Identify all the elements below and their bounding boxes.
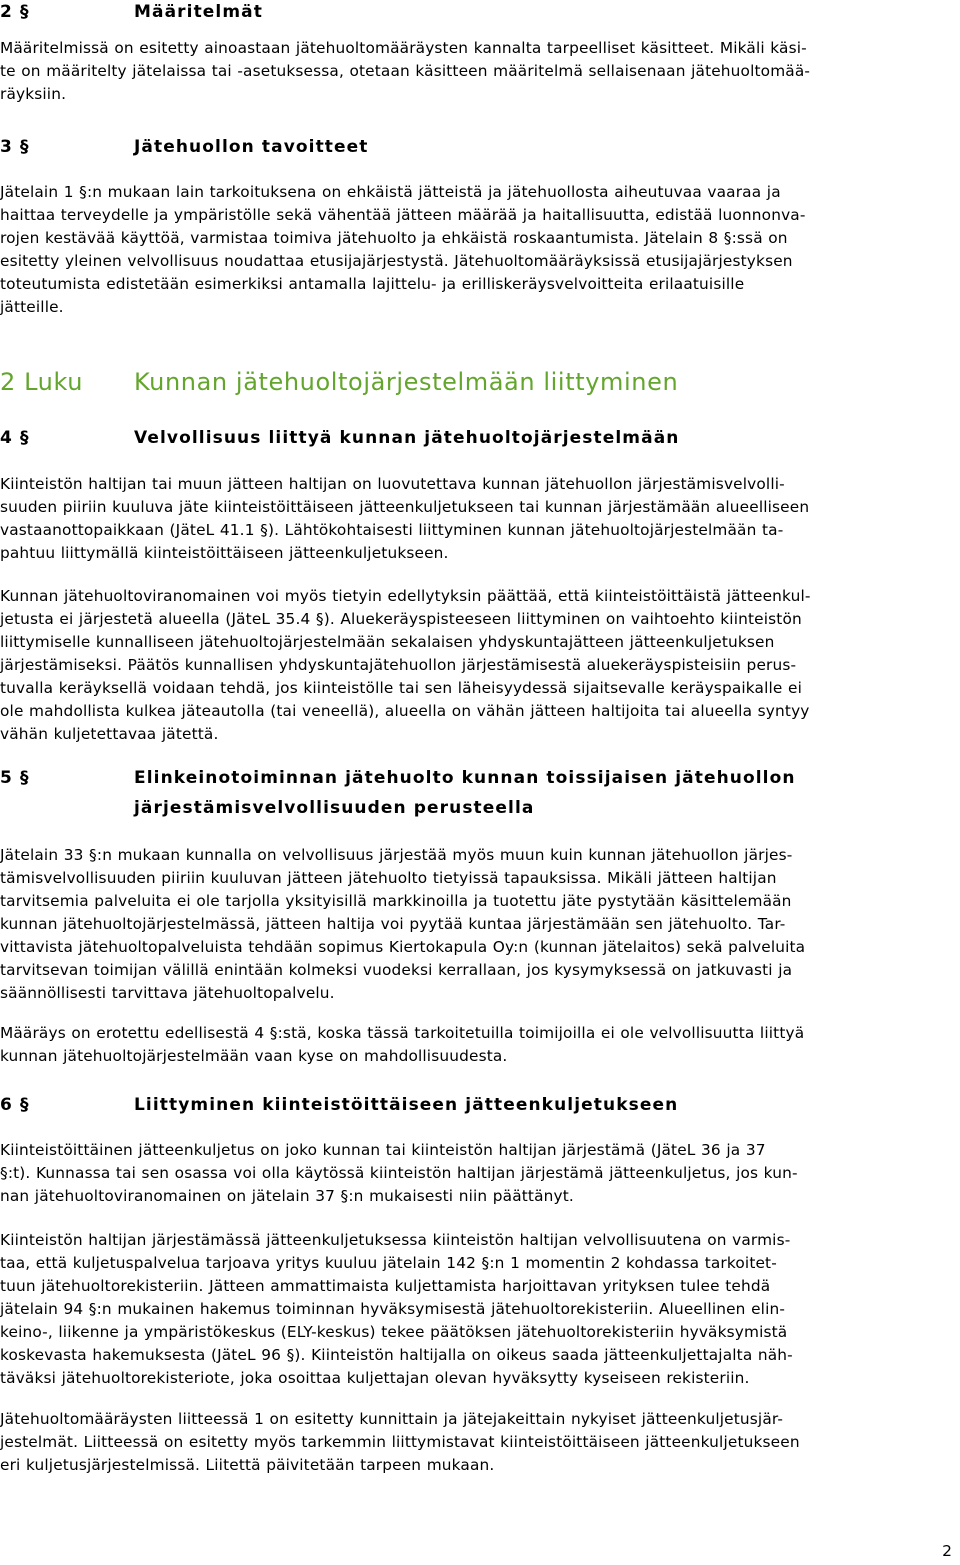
section-title-line: Elinkeinotoiminnan jätehuolto kunnan toissijaisen jätehuollon <box>134 768 796 788</box>
paragraph-line: rojen kestävää käyttöä, varmistaa toimiva jätehuolto ja ehkäistä roskaantumista. Jätelain 8 §:ssä on <box>0 229 788 247</box>
section-title-line: Velvollisuus liittyä kunnan jätehuoltojärjestelmään <box>134 428 680 448</box>
paragraph <box>0 37 960 106</box>
paragraph-line: tuun jätehuoltorekisteriin. Jätteen ammattimaista kuljettamista harjoittavan yrityksen tulee tehdä <box>0 1277 771 1295</box>
paragraph <box>0 181 960 319</box>
paragraph-line: pahtuu liittymällä kiinteistöittäiseen jätteenkuljetukseen. <box>0 544 449 562</box>
paragraph <box>0 585 960 746</box>
section-number: 3 § <box>0 137 30 157</box>
paragraph-line: Kiinteistön haltijan järjestämässä jätteenkuljetuksessa kiinteistön haltijan velvollisuutena on varmis- <box>0 1231 791 1249</box>
paragraph-line: jestelmät. Liitteessä on esitetty myös tarkemmin liittymistavat kiinteistöittäiseen jätteenkuljetukseen <box>0 1433 800 1451</box>
paragraph-line: Kiinteistön haltijan tai muun jätteen haltijan on luovutettava kunnan jätehuollon järjestämisvelvolli- <box>0 475 785 493</box>
paragraph-line: Kiinteistöittäinen jätteenkuljetus on joko kunnan tai kiinteistön haltijan järjestämä (JäteL 36 ja 37 <box>0 1141 766 1159</box>
chapter-number: 2 Luku <box>0 368 84 396</box>
paragraph <box>0 1229 960 1390</box>
paragraph <box>0 1139 960 1208</box>
paragraph-line: jätteille. <box>0 298 64 316</box>
section-title-line: Määritelmät <box>134 2 263 22</box>
paragraph-line: §:t). Kunnassa tai sen osassa voi olla käytössä kiinteistön haltijan järjestämä jätteenkuljetus, jos kun- <box>0 1164 798 1182</box>
section-number: 6 § <box>0 1095 30 1115</box>
paragraph-line: tuvalla keräyksellä voidaan tehdä, jos kiinteistölle tai sen läheisyydessä sijaitsevalle keräyspaikalle ei <box>0 679 803 697</box>
paragraph-line: Määräys on erotettu edellisestä 4 §:stä, koska tässä tarkoitetuilla toimijoilla ei ole velvollisuutta liittyä <box>0 1024 805 1042</box>
paragraph-line: vähän kuljetettavaa jätettä. <box>0 725 219 743</box>
paragraph-line: kunnan jätehuoltojärjestelmässä, jätteen haltija voi pyytää kuntaa järjestämään sen jätehuolto. Tar- <box>0 915 786 933</box>
paragraph-line: te on määritelty jätelaissa tai -asetuksessa, otetaan käsitteen määritelmä sellaisenaan jätehuoltomää- <box>0 62 811 80</box>
paragraph-line: ole mahdollista kulkea jäteautolla (tai veneellä), alueella on vähän jätteen haltijoita tai alueella syntyy <box>0 702 810 720</box>
paragraph <box>0 473 960 565</box>
section-number: 5 § <box>0 768 30 788</box>
paragraph-line: koskevasta hakemuksesta (JäteL 96 §). Kiinteistön haltijalla on oikeus saada jätteenkuljettajalta näh- <box>0 1346 793 1364</box>
paragraph-line: järjestämiseksi. Päätös kunnallisen yhdyskuntajätehuollon järjestämisestä aluekeräyspisteisiin perus- <box>0 656 797 674</box>
chapter-title: Kunnan jätehuoltojärjestelmään liittyminen <box>134 368 679 396</box>
section-title <box>134 426 679 450</box>
paragraph-line: toteutumista edistetään esimerkiksi antamalla lajittelu- ja erilliskeräysvelvoitteita erilaatuisille <box>0 275 745 293</box>
paragraph-line: jätelain 94 §:n mukainen hakemus toiminnan hyväksymisestä jätehuoltorekisteriin. Alueellinen elin- <box>0 1300 786 1318</box>
paragraph-line: Jätelain 33 §:n mukaan kunnalla on velvollisuus järjestää myös muun kuin kunnan jätehuollon järjes- <box>0 846 793 864</box>
paragraph-line: keino-, liikenne ja ympäristökeskus (ELY-keskus) tekee päätöksen jätehuoltorekisteriin hyväksymistä <box>0 1323 788 1341</box>
section-title <box>134 0 263 24</box>
section-title <box>134 766 796 820</box>
paragraph-line: tämisvelvollisuuden piiriin kuuluvan jätteen jätehuolto tietyissä tapauksissa. Mikäli jätteen haltijan <box>0 869 777 887</box>
page-number: 2 <box>942 1542 952 1560</box>
paragraph <box>0 1022 960 1068</box>
paragraph-line: liittymiselle kunnalliseen jätehuoltojärjestelmään sekalaisen yhdyskuntajätteen jätteenkuljetuksen <box>0 633 775 651</box>
section-number: 4 § <box>0 428 30 448</box>
paragraph-line: tarvitsevan toimijan välillä enintään kolmeksi vuodeksi kerrallaan, jos kysymyksessä on jatkuvasti ja <box>0 961 793 979</box>
section-title-line: Jätehuollon tavoitteet <box>134 137 369 157</box>
paragraph <box>0 844 960 1005</box>
paragraph-line: haittaa terveydelle ja ympäristölle sekä vähentää jätteen määrää ja haitallisuutta, edistää luonnonva- <box>0 206 806 224</box>
paragraph-line: Jätehuoltomääräysten liitteessä 1 on esitetty kunnittain ja jätejakeittain nykyiset jätteenkuljetusjär- <box>0 1410 784 1428</box>
section-title <box>134 1093 678 1117</box>
paragraph-line: suuden piiriin kuuluva jäte kiinteistöittäiseen jätteenkuljetukseen tai kunnan järjestämään alueelliseen <box>0 498 810 516</box>
section-title-line: järjestämisvelvollisuuden perusteella <box>134 798 535 818</box>
paragraph <box>0 1408 960 1477</box>
paragraph-line: tarvitsemia palveluita ei ole tarjolla yksityisillä markkinoilla ja tuotettu jäte pystytään käsittelemään <box>0 892 792 910</box>
section-title <box>134 135 369 159</box>
paragraph-line: jetusta ei järjestetä alueella (JäteL 35.4 §). Aluekeräyspisteeseen liittyminen on vaihtoehto kiinteistön <box>0 610 802 628</box>
paragraph-line: taa, että kuljetuspalvelua tarjoava yritys kuuluu jätelain 142 §:n 1 momentin 2 kohdassa tarkoitet- <box>0 1254 777 1272</box>
paragraph-line: täväksi jätehuoltorekisteriote, joka osoittaa kuljettajan olevan hyväksytty kyseiseen rekisteriin. <box>0 1369 750 1387</box>
paragraph-line: Määritelmissä on esitetty ainoastaan jätehuoltomääräysten kannalta tarpeelliset käsitteet. Mikäli käsi- <box>0 39 807 57</box>
paragraph-line: vastaanottopaikkaan (JäteL 41.1 §). Lähtökohtaisesti liittyminen kunnan jätehuoltojärjestelmään ta- <box>0 521 784 539</box>
paragraph-line: räyksiin. <box>0 85 67 103</box>
paragraph-line: nan jätehuoltoviranomainen on jätelain 37 §:n mukaisesti niin päättänyt. <box>0 1187 574 1205</box>
paragraph-line: Kunnan jätehuoltoviranomainen voi myös tietyin edellytyksin päättää, että kiinteistöittäistä jätteenkul- <box>0 587 811 605</box>
paragraph-line: esitetty yleinen velvollisuus noudattaa etusijajärjestystä. Jätehuoltomääräyksissä etusijajärjestyksen <box>0 252 793 270</box>
section-title-line: Liittyminen kiinteistöittäiseen jätteenkuljetukseen <box>134 1095 679 1115</box>
paragraph-line: vittavista jätehuoltopalveluista tehdään sopimus Kiertokapula Oy:n (kunnan jätelaitos) sekä palveluita <box>0 938 806 956</box>
paragraph-line: säännöllisesti tarvittava jätehuoltopalvelu. <box>0 984 335 1002</box>
paragraph-line: Jätelain 1 §:n mukaan lain tarkoituksena on ehkäistä jätteistä ja jätehuollosta aiheutuvaa vaaraa ja <box>0 183 781 201</box>
paragraph-line: kunnan jätehuoltojärjestelmään vaan kyse on mahdollisuudesta. <box>0 1047 508 1065</box>
paragraph-line: eri kuljetusjärjestelmissä. Liitettä päivitetään tarpeen mukaan. <box>0 1456 495 1474</box>
section-number: 2 § <box>0 2 30 22</box>
